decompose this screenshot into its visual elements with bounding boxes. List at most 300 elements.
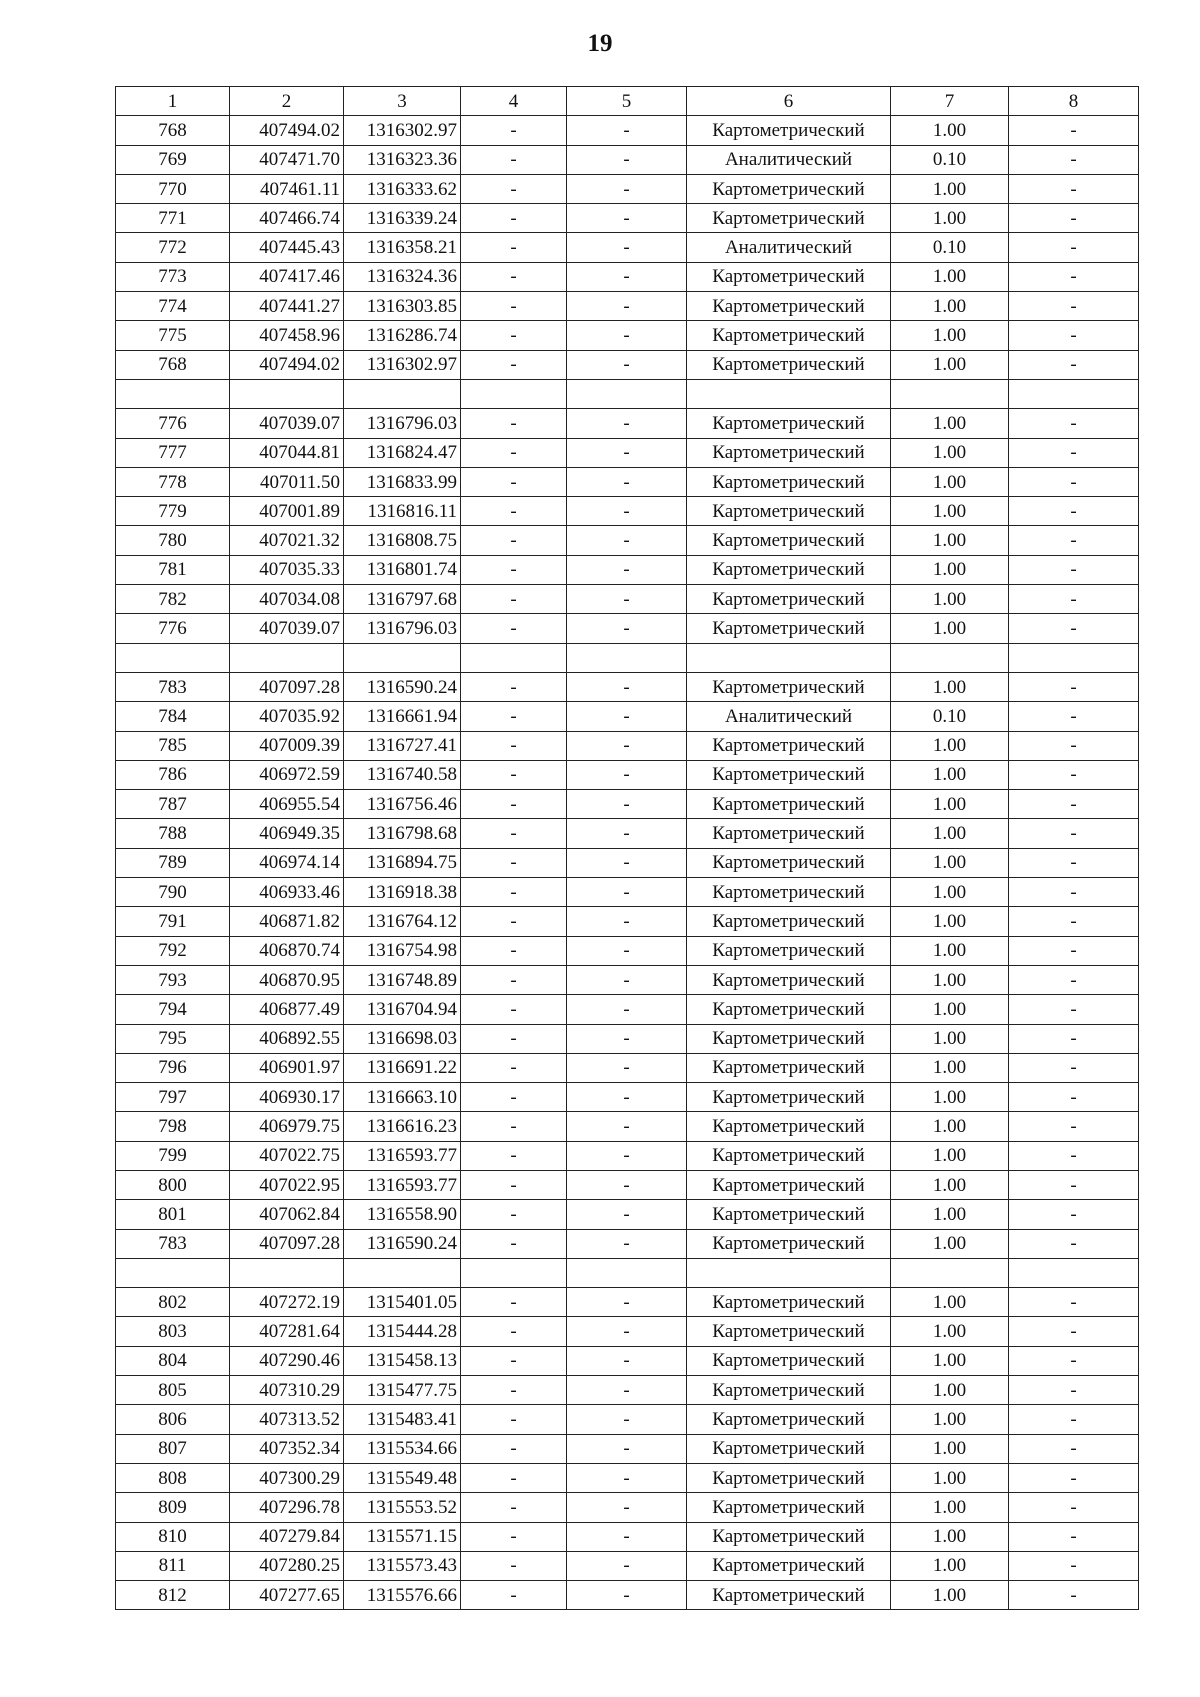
col5-cell: - xyxy=(567,702,687,731)
col8-cell: - xyxy=(1009,1434,1139,1463)
col4-cell: - xyxy=(461,145,567,174)
col5-cell: - xyxy=(567,819,687,848)
col5-cell: - xyxy=(567,878,687,907)
table-row xyxy=(116,965,1139,994)
table-row xyxy=(116,145,1139,174)
col5-cell: - xyxy=(567,585,687,614)
table-row xyxy=(116,350,1139,379)
accuracy-cell: 1.00 xyxy=(891,1434,1009,1463)
col5-cell: - xyxy=(567,467,687,496)
x-coordinate-cell: 407097.28 xyxy=(230,1229,344,1258)
y-coordinate-cell: 1316833.99 xyxy=(344,467,461,496)
accuracy-cell: 1.00 xyxy=(891,409,1009,438)
point-number-cell: 797 xyxy=(116,1083,230,1112)
col4-cell: - xyxy=(461,672,567,701)
col8-cell: - xyxy=(1009,1024,1139,1053)
col8-cell: - xyxy=(1009,936,1139,965)
point-number-cell: 811 xyxy=(116,1551,230,1580)
col4-cell: - xyxy=(461,1141,567,1170)
method-cell: Картометрический xyxy=(687,1229,891,1258)
col8-cell: - xyxy=(1009,1288,1139,1317)
x-coordinate-cell: 406870.95 xyxy=(230,965,344,994)
method-cell: Картометрический xyxy=(687,204,891,233)
y-coordinate-cell: 1316303.85 xyxy=(344,292,461,321)
table-row xyxy=(116,995,1139,1024)
point-number-cell: 795 xyxy=(116,1024,230,1053)
point-number-cell: 770 xyxy=(116,174,230,203)
point-number-cell: 810 xyxy=(116,1522,230,1551)
point-number-cell: 789 xyxy=(116,848,230,877)
col4-cell: - xyxy=(461,1346,567,1375)
method-cell: Картометрический xyxy=(687,1053,891,1082)
header-cell: 5 xyxy=(567,87,687,116)
empty-cell xyxy=(461,643,567,672)
x-coordinate-cell: 406979.75 xyxy=(230,1112,344,1141)
accuracy-cell: 1.00 xyxy=(891,1581,1009,1610)
col4-cell: - xyxy=(461,1053,567,1082)
accuracy-cell: 1.00 xyxy=(891,1288,1009,1317)
table-row xyxy=(116,204,1139,233)
col5-cell: - xyxy=(567,1463,687,1492)
col5-cell: - xyxy=(567,1053,687,1082)
col5-cell: - xyxy=(567,350,687,379)
x-coordinate-cell: 407022.95 xyxy=(230,1170,344,1199)
method-cell: Картометрический xyxy=(687,585,891,614)
table-row xyxy=(116,174,1139,203)
col4-cell: - xyxy=(461,1493,567,1522)
empty-cell xyxy=(1009,643,1139,672)
col8-cell: - xyxy=(1009,1112,1139,1141)
y-coordinate-cell: 1316797.68 xyxy=(344,585,461,614)
col5-cell: - xyxy=(567,760,687,789)
accuracy-cell: 1.00 xyxy=(891,497,1009,526)
col8-cell: - xyxy=(1009,965,1139,994)
col8-cell: - xyxy=(1009,1581,1139,1610)
x-coordinate-cell: 407035.92 xyxy=(230,702,344,731)
point-number-cell: 800 xyxy=(116,1170,230,1199)
accuracy-cell: 1.00 xyxy=(891,1229,1009,1258)
point-number-cell: 783 xyxy=(116,672,230,701)
table-row xyxy=(116,1141,1139,1170)
empty-cell xyxy=(230,379,344,408)
y-coordinate-cell: 1315458.13 xyxy=(344,1346,461,1375)
point-number-cell: 788 xyxy=(116,819,230,848)
col4-cell: - xyxy=(461,1200,567,1229)
y-coordinate-cell: 1316324.36 xyxy=(344,262,461,291)
col4-cell: - xyxy=(461,878,567,907)
col4-cell: - xyxy=(461,526,567,555)
x-coordinate-cell: 407300.29 xyxy=(230,1463,344,1492)
y-coordinate-cell: 1315483.41 xyxy=(344,1405,461,1434)
col5-cell: - xyxy=(567,262,687,291)
method-cell: Картометрический xyxy=(687,760,891,789)
x-coordinate-cell: 406871.82 xyxy=(230,907,344,936)
header-cell: 1 xyxy=(116,87,230,116)
y-coordinate-cell: 1315576.66 xyxy=(344,1581,461,1610)
col5-cell: - xyxy=(567,1229,687,1258)
col4-cell: - xyxy=(461,1405,567,1434)
accuracy-cell: 1.00 xyxy=(891,1053,1009,1082)
col8-cell: - xyxy=(1009,1200,1139,1229)
col8-cell: - xyxy=(1009,1317,1139,1346)
x-coordinate-cell: 406974.14 xyxy=(230,848,344,877)
col8-cell: - xyxy=(1009,1346,1139,1375)
col4-cell: - xyxy=(461,1434,567,1463)
col4-cell: - xyxy=(461,467,567,496)
col8-cell: - xyxy=(1009,497,1139,526)
col4-cell: - xyxy=(461,1551,567,1580)
header-cell: 4 xyxy=(461,87,567,116)
y-coordinate-cell: 1316302.97 xyxy=(344,116,461,145)
y-coordinate-cell: 1315571.15 xyxy=(344,1522,461,1551)
accuracy-cell: 1.00 xyxy=(891,1463,1009,1492)
accuracy-cell: 1.00 xyxy=(891,204,1009,233)
y-coordinate-cell: 1316593.77 xyxy=(344,1170,461,1199)
empty-cell xyxy=(687,379,891,408)
method-cell: Картометрический xyxy=(687,819,891,848)
col5-cell: - xyxy=(567,731,687,760)
page-number: 19 xyxy=(587,30,613,57)
col5-cell: - xyxy=(567,1112,687,1141)
x-coordinate-cell: 406972.59 xyxy=(230,760,344,789)
accuracy-cell: 1.00 xyxy=(891,321,1009,350)
point-number-cell: 776 xyxy=(116,409,230,438)
method-cell: Картометрический xyxy=(687,1581,891,1610)
y-coordinate-cell: 1316593.77 xyxy=(344,1141,461,1170)
col5-cell: - xyxy=(567,1551,687,1580)
accuracy-cell: 1.00 xyxy=(891,350,1009,379)
y-coordinate-cell: 1315553.52 xyxy=(344,1493,461,1522)
col8-cell: - xyxy=(1009,467,1139,496)
col5-cell: - xyxy=(567,1317,687,1346)
y-coordinate-cell: 1316740.58 xyxy=(344,760,461,789)
col8-cell: - xyxy=(1009,1522,1139,1551)
col5-cell: - xyxy=(567,907,687,936)
table-row xyxy=(116,497,1139,526)
x-coordinate-cell: 406892.55 xyxy=(230,1024,344,1053)
table-row xyxy=(116,702,1139,731)
header-cell: 8 xyxy=(1009,87,1139,116)
col5-cell: - xyxy=(567,438,687,467)
y-coordinate-cell: 1316764.12 xyxy=(344,907,461,936)
col4-cell: - xyxy=(461,1083,567,1112)
x-coordinate-cell: 407458.96 xyxy=(230,321,344,350)
table-row xyxy=(116,233,1139,262)
col5-cell: - xyxy=(567,555,687,584)
table-row xyxy=(116,848,1139,877)
point-number-cell: 807 xyxy=(116,1434,230,1463)
point-number-cell: 785 xyxy=(116,731,230,760)
accuracy-cell: 1.00 xyxy=(891,1346,1009,1375)
col5-cell: - xyxy=(567,1493,687,1522)
x-coordinate-cell: 407441.27 xyxy=(230,292,344,321)
y-coordinate-cell: 1316816.11 xyxy=(344,497,461,526)
table-row xyxy=(116,1581,1139,1610)
col8-cell: - xyxy=(1009,1053,1139,1082)
col8-cell: - xyxy=(1009,204,1139,233)
accuracy-cell: 1.00 xyxy=(891,174,1009,203)
y-coordinate-cell: 1316663.10 xyxy=(344,1083,461,1112)
col4-cell: - xyxy=(461,116,567,145)
point-number-cell: 773 xyxy=(116,262,230,291)
col8-cell: - xyxy=(1009,1170,1139,1199)
method-cell: Картометрический xyxy=(687,116,891,145)
table-row xyxy=(116,760,1139,789)
col5-cell: - xyxy=(567,1376,687,1405)
x-coordinate-cell: 407313.52 xyxy=(230,1405,344,1434)
accuracy-cell: 1.00 xyxy=(891,585,1009,614)
col4-cell: - xyxy=(461,1112,567,1141)
col8-cell: - xyxy=(1009,1376,1139,1405)
col5-cell: - xyxy=(567,1200,687,1229)
method-cell: Картометрический xyxy=(687,1346,891,1375)
method-cell: Картометрический xyxy=(687,1463,891,1492)
x-coordinate-cell: 406949.35 xyxy=(230,819,344,848)
table-row xyxy=(116,1083,1139,1112)
empty-cell xyxy=(891,379,1009,408)
table-row xyxy=(116,819,1139,848)
col8-cell: - xyxy=(1009,614,1139,643)
col8-cell: - xyxy=(1009,116,1139,145)
col8-cell: - xyxy=(1009,262,1139,291)
empty-cell xyxy=(461,379,567,408)
col5-cell: - xyxy=(567,995,687,1024)
col5-cell: - xyxy=(567,848,687,877)
point-number-cell: 768 xyxy=(116,350,230,379)
col5-cell: - xyxy=(567,1434,687,1463)
point-number-cell: 779 xyxy=(116,497,230,526)
x-coordinate-cell: 407001.89 xyxy=(230,497,344,526)
method-cell: Картометрический xyxy=(687,848,891,877)
point-number-cell: 786 xyxy=(116,760,230,789)
point-number-cell: 809 xyxy=(116,1493,230,1522)
method-cell: Картометрический xyxy=(687,350,891,379)
col8-cell: - xyxy=(1009,790,1139,819)
col4-cell: - xyxy=(461,1376,567,1405)
col4-cell: - xyxy=(461,233,567,262)
table-row xyxy=(116,116,1139,145)
empty-cell xyxy=(116,643,230,672)
col4-cell: - xyxy=(461,819,567,848)
y-coordinate-cell: 1316691.22 xyxy=(344,1053,461,1082)
table-row xyxy=(116,1229,1139,1258)
col8-cell: - xyxy=(1009,907,1139,936)
x-coordinate-cell: 407035.33 xyxy=(230,555,344,584)
x-coordinate-cell: 407466.74 xyxy=(230,204,344,233)
x-coordinate-cell: 407445.43 xyxy=(230,233,344,262)
col8-cell: - xyxy=(1009,1141,1139,1170)
table-row xyxy=(116,467,1139,496)
col4-cell: - xyxy=(461,995,567,1024)
point-number-cell: 803 xyxy=(116,1317,230,1346)
table-row xyxy=(116,731,1139,760)
x-coordinate-cell: 407277.65 xyxy=(230,1581,344,1610)
y-coordinate-cell: 1316286.74 xyxy=(344,321,461,350)
col5-cell: - xyxy=(567,292,687,321)
method-cell: Картометрический xyxy=(687,995,891,1024)
empty-cell xyxy=(344,643,461,672)
col8-cell: - xyxy=(1009,321,1139,350)
table-row xyxy=(116,1024,1139,1053)
col4-cell: - xyxy=(461,1522,567,1551)
table-row xyxy=(116,672,1139,701)
x-coordinate-cell: 407009.39 xyxy=(230,731,344,760)
accuracy-cell: 1.00 xyxy=(891,760,1009,789)
col4-cell: - xyxy=(461,409,567,438)
point-number-cell: 780 xyxy=(116,526,230,555)
col5-cell: - xyxy=(567,497,687,526)
point-number-cell: 776 xyxy=(116,614,230,643)
col5-cell: - xyxy=(567,174,687,203)
table-row xyxy=(116,1053,1139,1082)
accuracy-cell: 0.10 xyxy=(891,702,1009,731)
col8-cell: - xyxy=(1009,878,1139,907)
table-row xyxy=(116,1317,1139,1346)
separator-row xyxy=(116,1258,1139,1287)
point-number-cell: 768 xyxy=(116,116,230,145)
accuracy-cell: 1.00 xyxy=(891,672,1009,701)
col8-cell: - xyxy=(1009,526,1139,555)
point-number-cell: 794 xyxy=(116,995,230,1024)
col4-cell: - xyxy=(461,174,567,203)
empty-cell xyxy=(687,643,891,672)
method-cell: Картометрический xyxy=(687,1522,891,1551)
col4-cell: - xyxy=(461,848,567,877)
coordinates-table xyxy=(115,86,1139,1610)
accuracy-cell: 1.00 xyxy=(891,467,1009,496)
accuracy-cell: 1.00 xyxy=(891,965,1009,994)
col5-cell: - xyxy=(567,204,687,233)
y-coordinate-cell: 1315477.75 xyxy=(344,1376,461,1405)
x-coordinate-cell: 407021.32 xyxy=(230,526,344,555)
x-coordinate-cell: 407296.78 xyxy=(230,1493,344,1522)
empty-cell xyxy=(116,1258,230,1287)
method-cell: Картометрический xyxy=(687,907,891,936)
table-row xyxy=(116,585,1139,614)
table-row xyxy=(116,1200,1139,1229)
method-cell: Картометрический xyxy=(687,1493,891,1522)
empty-cell xyxy=(891,643,1009,672)
method-cell: Картометрический xyxy=(687,1141,891,1170)
col5-cell: - xyxy=(567,1522,687,1551)
y-coordinate-cell: 1316727.41 xyxy=(344,731,461,760)
col4-cell: - xyxy=(461,1170,567,1199)
accuracy-cell: 1.00 xyxy=(891,1405,1009,1434)
method-cell: Картометрический xyxy=(687,878,891,907)
point-number-cell: 771 xyxy=(116,204,230,233)
col8-cell: - xyxy=(1009,760,1139,789)
col4-cell: - xyxy=(461,497,567,526)
col8-cell: - xyxy=(1009,731,1139,760)
table-row xyxy=(116,936,1139,965)
method-cell: Аналитический xyxy=(687,233,891,262)
col4-cell: - xyxy=(461,555,567,584)
col5-cell: - xyxy=(567,936,687,965)
accuracy-cell: 1.00 xyxy=(891,878,1009,907)
x-coordinate-cell: 406901.97 xyxy=(230,1053,344,1082)
accuracy-cell: 1.00 xyxy=(891,1083,1009,1112)
empty-cell xyxy=(230,1258,344,1287)
table-row xyxy=(116,409,1139,438)
point-number-cell: 812 xyxy=(116,1581,230,1610)
method-cell: Картометрический xyxy=(687,790,891,819)
x-coordinate-cell: 407280.25 xyxy=(230,1551,344,1580)
col8-cell: - xyxy=(1009,409,1139,438)
accuracy-cell: 1.00 xyxy=(891,526,1009,555)
y-coordinate-cell: 1316339.24 xyxy=(344,204,461,233)
y-coordinate-cell: 1316358.21 xyxy=(344,233,461,262)
point-number-cell: 790 xyxy=(116,878,230,907)
table-row xyxy=(116,1112,1139,1141)
point-number-cell: 783 xyxy=(116,1229,230,1258)
x-coordinate-cell: 407417.46 xyxy=(230,262,344,291)
y-coordinate-cell: 1316756.46 xyxy=(344,790,461,819)
method-cell: Картометрический xyxy=(687,1376,891,1405)
col8-cell: - xyxy=(1009,1229,1139,1258)
header-row xyxy=(116,87,1139,116)
x-coordinate-cell: 406955.54 xyxy=(230,790,344,819)
x-coordinate-cell: 407494.02 xyxy=(230,350,344,379)
accuracy-cell: 1.00 xyxy=(891,292,1009,321)
col8-cell: - xyxy=(1009,585,1139,614)
accuracy-cell: 1.00 xyxy=(891,1376,1009,1405)
col8-cell: - xyxy=(1009,292,1139,321)
y-coordinate-cell: 1316302.97 xyxy=(344,350,461,379)
empty-cell xyxy=(567,643,687,672)
x-coordinate-cell: 407290.46 xyxy=(230,1346,344,1375)
point-number-cell: 801 xyxy=(116,1200,230,1229)
method-cell: Картометрический xyxy=(687,174,891,203)
accuracy-cell: 1.00 xyxy=(891,1551,1009,1580)
table-row xyxy=(116,1288,1139,1317)
col8-cell: - xyxy=(1009,1551,1139,1580)
accuracy-cell: 1.00 xyxy=(891,848,1009,877)
col5-cell: - xyxy=(567,145,687,174)
col5-cell: - xyxy=(567,1024,687,1053)
y-coordinate-cell: 1316798.68 xyxy=(344,819,461,848)
point-number-cell: 784 xyxy=(116,702,230,731)
table-row xyxy=(116,1434,1139,1463)
accuracy-cell: 1.00 xyxy=(891,1112,1009,1141)
table-row xyxy=(116,321,1139,350)
y-coordinate-cell: 1316558.90 xyxy=(344,1200,461,1229)
col8-cell: - xyxy=(1009,1083,1139,1112)
accuracy-cell: 1.00 xyxy=(891,731,1009,760)
col4-cell: - xyxy=(461,292,567,321)
empty-cell xyxy=(230,643,344,672)
method-cell: Картометрический xyxy=(687,409,891,438)
table-row xyxy=(116,555,1139,584)
table-row xyxy=(116,790,1139,819)
x-coordinate-cell: 407011.50 xyxy=(230,467,344,496)
empty-cell xyxy=(116,379,230,408)
y-coordinate-cell: 1316333.62 xyxy=(344,174,461,203)
method-cell: Картометрический xyxy=(687,1288,891,1317)
x-coordinate-cell: 407039.07 xyxy=(230,409,344,438)
col8-cell: - xyxy=(1009,145,1139,174)
x-coordinate-cell: 406877.49 xyxy=(230,995,344,1024)
method-cell: Картометрический xyxy=(687,555,891,584)
point-number-cell: 769 xyxy=(116,145,230,174)
method-cell: Картометрический xyxy=(687,731,891,760)
col4-cell: - xyxy=(461,965,567,994)
method-cell: Картометрический xyxy=(687,1200,891,1229)
col5-cell: - xyxy=(567,1288,687,1317)
y-coordinate-cell: 1316748.89 xyxy=(344,965,461,994)
point-number-cell: 804 xyxy=(116,1346,230,1375)
accuracy-cell: 0.10 xyxy=(891,145,1009,174)
col8-cell: - xyxy=(1009,438,1139,467)
